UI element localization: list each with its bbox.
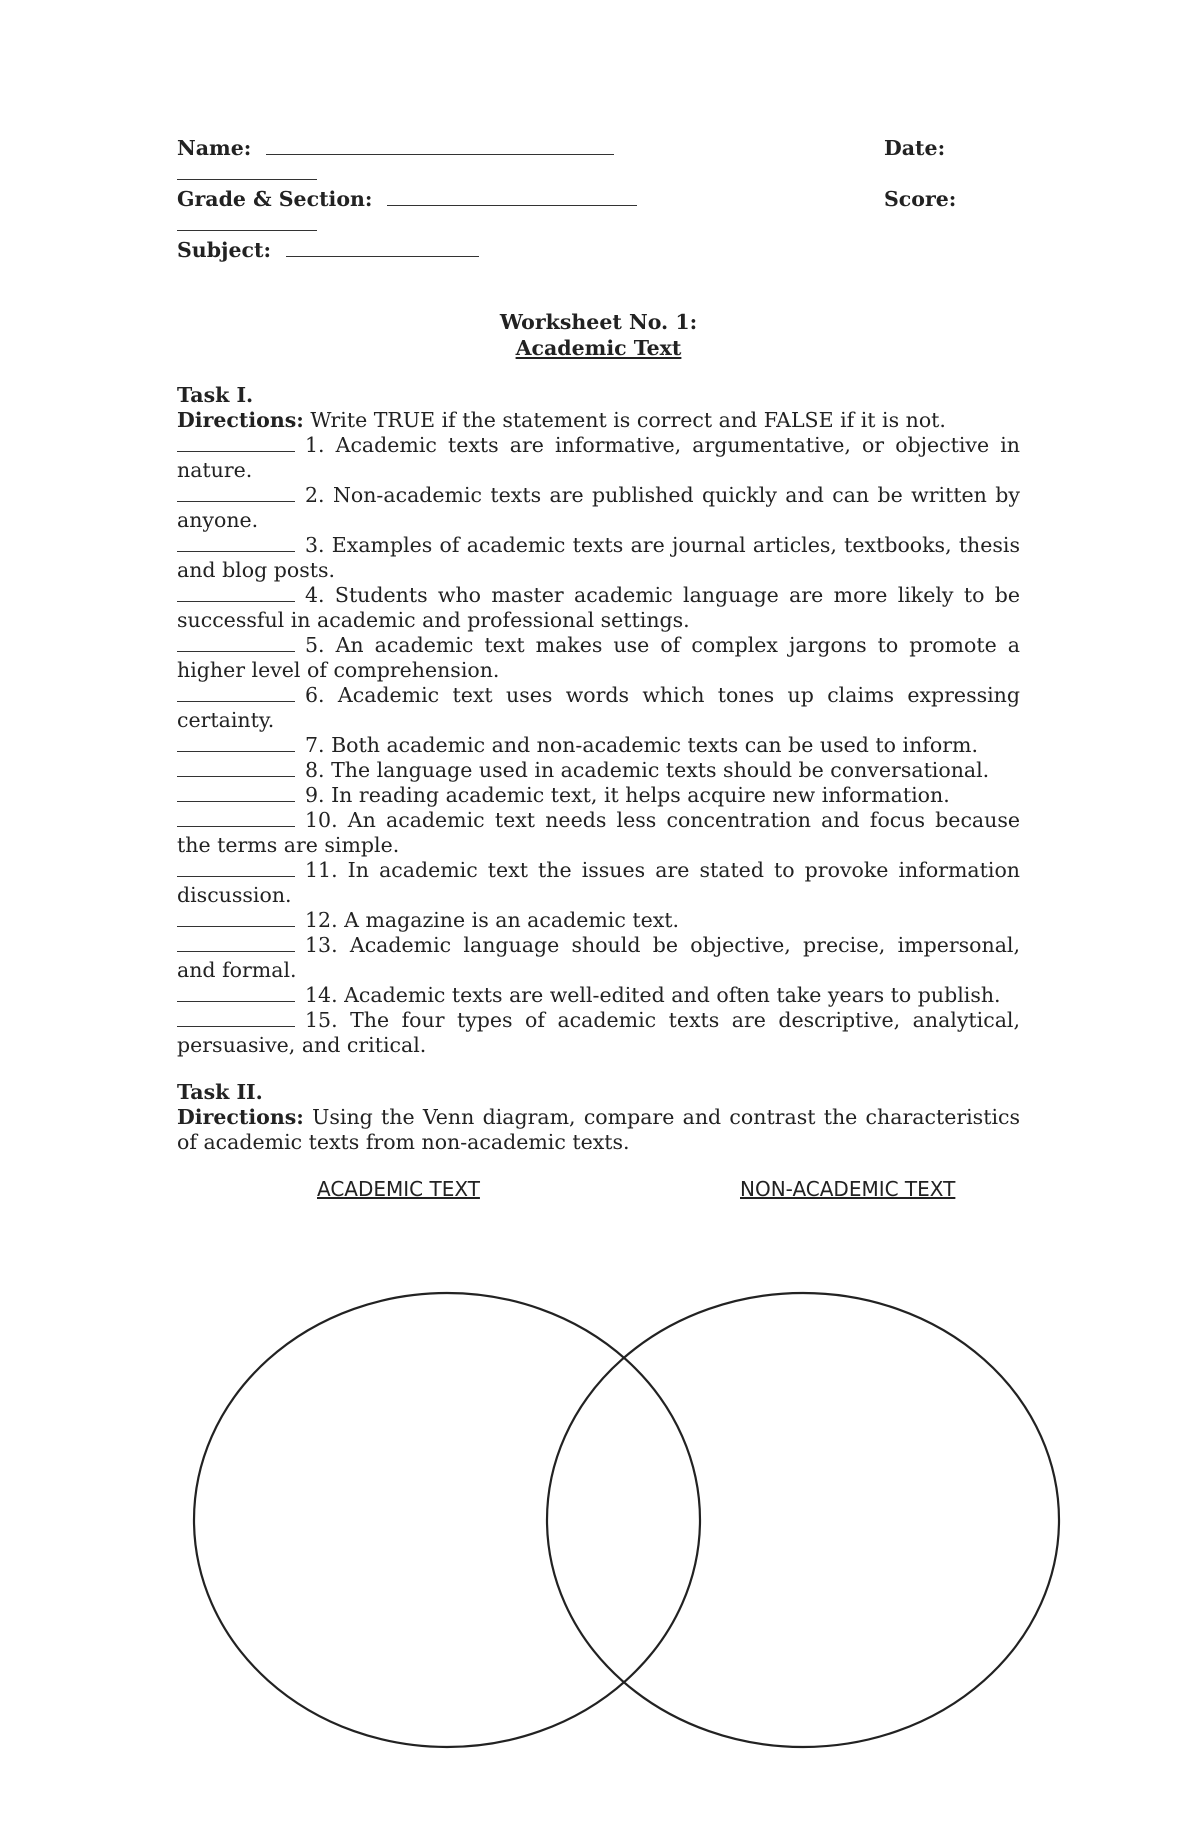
list-item xyxy=(177,808,1020,858)
list-item xyxy=(177,533,1020,583)
list-item xyxy=(177,1008,1020,1058)
grade-section-field[interactable] xyxy=(387,187,637,206)
venn-circle-non-academic[interactable] xyxy=(547,1293,1059,1747)
answer-blank[interactable] xyxy=(177,733,295,752)
name-field[interactable] xyxy=(266,136,614,155)
item-text: 7. Both academic and non-academic texts can be used to inform. xyxy=(305,733,978,757)
task1-directions-label: Directions: xyxy=(177,408,304,432)
answer-blank[interactable] xyxy=(177,758,295,777)
answer-blank[interactable] xyxy=(177,533,295,552)
grade-section-label: Grade & Section: xyxy=(177,187,373,211)
score-label: Score: xyxy=(884,187,957,211)
worksheet-title xyxy=(177,309,1020,361)
item-text: 11. In academic text the issues are stated to provoke information discussion. xyxy=(177,858,1020,907)
answer-blank[interactable] xyxy=(177,433,295,452)
item-text: 14. Academic texts are well-edited and often take years to publish. xyxy=(305,983,1001,1007)
list-item xyxy=(177,858,1020,908)
answer-blank[interactable] xyxy=(177,1008,295,1027)
subject-field[interactable] xyxy=(286,238,479,257)
item-text: 15. The four types of academic texts are descriptive, analytical, persuasive, and critical. xyxy=(177,1008,1020,1057)
task1-items xyxy=(177,433,1020,1058)
item-text: 2. Non-academic texts are published quickly and can be written by anyone. xyxy=(177,483,1020,532)
answer-blank[interactable] xyxy=(177,808,295,827)
venn-circle-academic[interactable] xyxy=(194,1293,700,1747)
list-item xyxy=(177,908,1020,933)
subject-label: Subject: xyxy=(177,238,272,262)
title-line-1: Worksheet No. 1: xyxy=(499,310,698,334)
answer-blank[interactable] xyxy=(177,933,295,952)
header-row-3 xyxy=(177,238,1020,289)
title-line-2: Academic Text xyxy=(515,336,682,360)
date-field[interactable] xyxy=(177,161,317,180)
list-item xyxy=(177,433,1020,483)
task2-directions-label: Directions: xyxy=(177,1105,304,1129)
item-text: 13. Academic language should be objective, precise, impersonal, and formal. xyxy=(177,933,1020,982)
answer-blank[interactable] xyxy=(177,908,295,927)
worksheet-page xyxy=(177,136,1020,1217)
list-item xyxy=(177,783,1020,808)
item-text: 5. An academic text makes use of complex jargons to promote a higher level of comprehension. xyxy=(177,633,1020,682)
venn-left-label: ACADEMIC TEXT xyxy=(317,1177,480,1201)
list-item xyxy=(177,683,1020,733)
task1-directions xyxy=(177,408,1020,433)
answer-blank[interactable] xyxy=(177,783,295,802)
item-text: 4. Students who master academic language are more likely to be successful in academic and professional settings. xyxy=(177,583,1020,632)
list-item xyxy=(177,483,1020,533)
task2-directions-text: Using the Venn diagram, compare and contrast the characteristics of academic texts from non-academic texts. xyxy=(177,1105,1020,1154)
list-item xyxy=(177,933,1020,983)
list-item xyxy=(177,733,1020,758)
answer-blank[interactable] xyxy=(177,858,295,877)
answer-blank[interactable] xyxy=(177,983,295,1002)
list-item xyxy=(177,983,1020,1008)
score-field[interactable] xyxy=(177,212,317,231)
answer-blank[interactable] xyxy=(177,633,295,652)
item-text: 3. Examples of academic texts are journal articles, textbooks, thesis and blog posts. xyxy=(177,533,1020,582)
list-item xyxy=(177,758,1020,783)
task2-heading: Task II. xyxy=(177,1080,263,1104)
venn-diagram xyxy=(190,1290,1070,1760)
task1-heading: Task I. xyxy=(177,383,254,407)
item-text: 10. An academic text needs less concentration and focus because the terms are simple. xyxy=(177,808,1020,857)
item-text: 12. A magazine is an academic text. xyxy=(305,908,680,932)
list-item xyxy=(177,633,1020,683)
answer-blank[interactable] xyxy=(177,483,295,502)
item-text: 6. Academic text uses words which tones up claims expressing certainty. xyxy=(177,683,1020,732)
list-item xyxy=(177,583,1020,633)
name-label: Name: xyxy=(177,136,252,160)
task1-directions-text: Write TRUE if the statement is correct and FALSE if it is not. xyxy=(303,408,946,432)
item-text: 9. In reading academic text, it helps acquire new information. xyxy=(305,783,950,807)
answer-blank[interactable] xyxy=(177,583,295,602)
answer-blank[interactable] xyxy=(177,683,295,702)
item-text: 8. The language used in academic texts should be conversational. xyxy=(305,758,990,782)
item-text: 1. Academic texts are informative, argumentative, or objective in nature. xyxy=(177,433,1020,482)
venn-labels xyxy=(177,1177,1020,1217)
task2-directions xyxy=(177,1105,1020,1155)
venn-right-label: NON-ACADEMIC TEXT xyxy=(740,1177,956,1201)
date-label: Date: xyxy=(884,136,946,160)
